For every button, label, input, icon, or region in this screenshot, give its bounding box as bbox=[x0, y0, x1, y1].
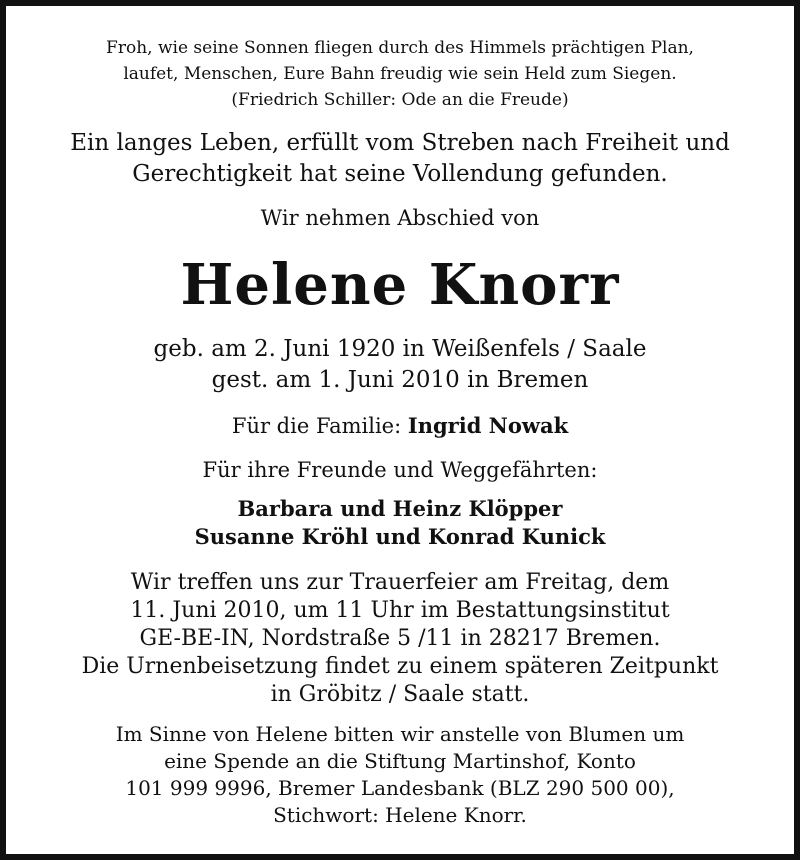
family-line bbox=[6, 413, 794, 438]
service-line-3: GE-BE-IN, Nordstraße 5 /11 in 28217 Bremen. bbox=[139, 626, 661, 651]
donation-line-4: Stichwort: Helene Knorr. bbox=[273, 803, 527, 827]
quote-line-1: Froh, wie seine Sonnen fliegen durch des Himmels prächtigen Plan, bbox=[106, 38, 694, 58]
intro-line-2: Gerechtigkeit hat seine Vollendung gefunden. bbox=[132, 161, 668, 187]
quote-line-2: laufet, Menschen, Eure Bahn freudig wie sein Held zum Siegen. bbox=[123, 64, 677, 84]
donation-line-2: eine Spende an die Stiftung Martinshof, Konto bbox=[164, 749, 636, 773]
intro-line-1: Ein langes Leben, erfüllt vom Streben nach Freiheit und bbox=[70, 130, 730, 156]
service-line-5: in Gröbitz / Saale statt. bbox=[270, 682, 530, 707]
service-line-2: 11. Juni 2010, um 11 Uhr im Bestattungsinstitut bbox=[130, 598, 670, 623]
service-line-1: Wir treffen uns zur Trauerfeier am Freitag, dem bbox=[130, 570, 670, 595]
family-label: Für die Familie: bbox=[231, 414, 402, 438]
farewell-text: Wir nehmen Abschied von bbox=[260, 206, 540, 230]
friends-label: Für ihre Freunde und Weggefährten: bbox=[202, 458, 598, 482]
deceased-name: Helene Knorr bbox=[180, 252, 620, 318]
donation-line-1: Im Sinne von Helene bitten wir anstelle von Blumen um bbox=[115, 722, 685, 746]
friends-name-2: Susanne Kröhl und Konrad Kunick bbox=[194, 524, 606, 549]
death-date: gest. am 1. Juni 2010 in Bremen bbox=[211, 367, 589, 393]
donation-line-3: 101 999 9996, Bremer Landesbank (BLZ 290 500 00), bbox=[125, 776, 675, 800]
quote-source: (Friedrich Schiller: Ode an die Freude) bbox=[231, 90, 569, 110]
friends-name-2-row bbox=[6, 524, 794, 549]
service-line-4: Die Urnenbeisetzung findet zu einem späteren Zeitpunkt bbox=[81, 654, 719, 679]
friends-name-1-row bbox=[6, 496, 794, 521]
family-name: Ingrid Nowak bbox=[407, 413, 569, 438]
friends-name-1: Barbara und Heinz Klöpper bbox=[237, 496, 563, 521]
birth-date: geb. am 2. Juni 1920 in Weißenfels / Saale bbox=[153, 336, 647, 362]
